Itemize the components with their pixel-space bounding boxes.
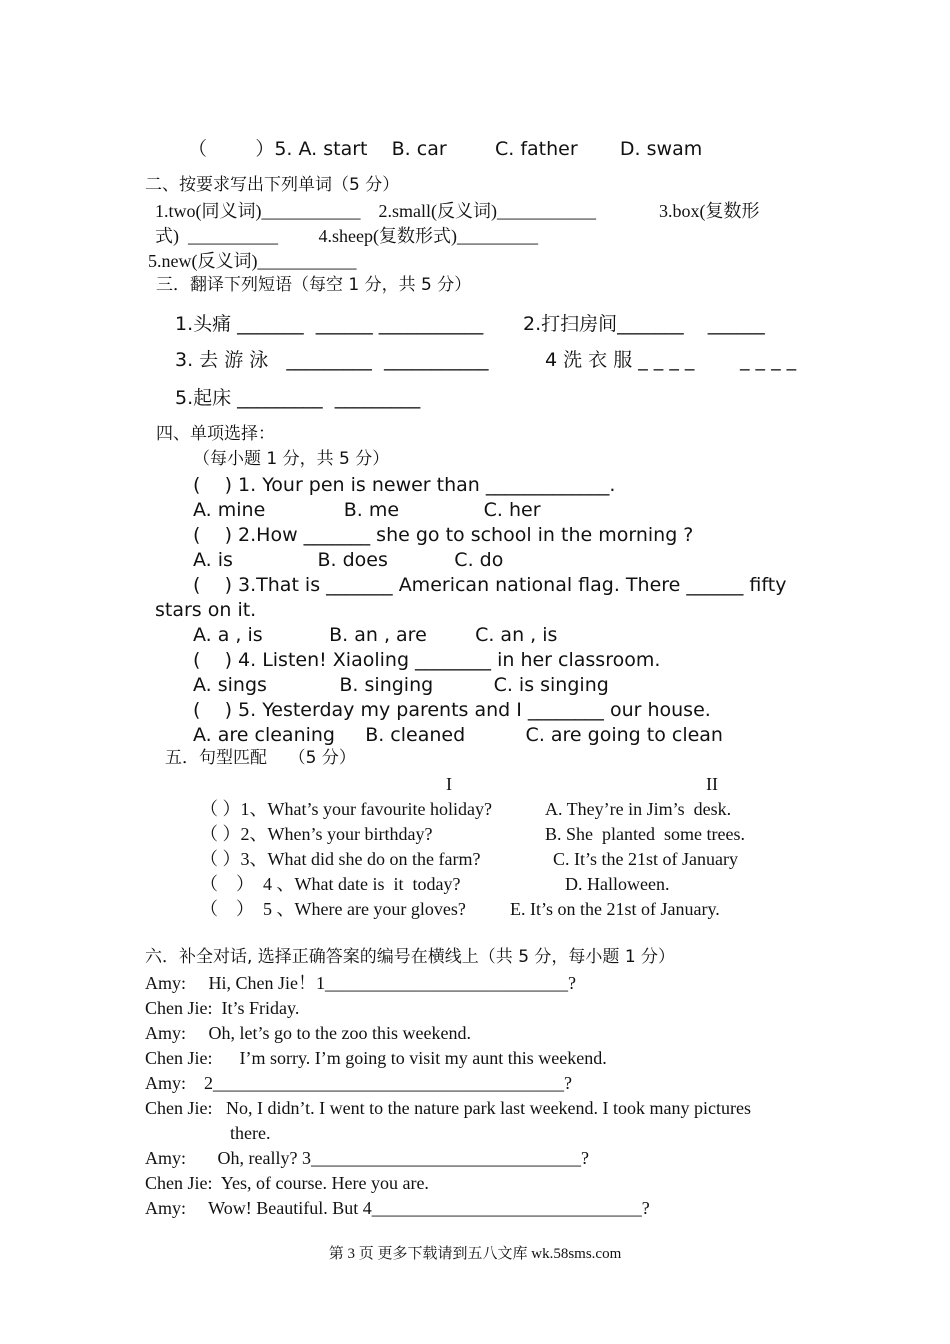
section-2-line-2: 式) __________ 4.sheep(复数形式)_________ (155, 226, 538, 246)
match-right-e: E. It’s on the 21st of January. (510, 899, 720, 919)
section-3-row-2a: 3. 去 游 泳 _________ ___________ (175, 349, 489, 371)
dialog-line-8: Amy: Oh, really? 3______________________________? (145, 1148, 589, 1168)
match-right-d: D. Halloween. (565, 874, 670, 894)
section-4-note: （每小题 1 分，共 5 分） (193, 449, 390, 469)
mc-options-5: A. are cleaning B. cleaned C. are going to clean (193, 724, 723, 746)
match-right-b: B. She planted some trees. (545, 824, 745, 844)
mc-question-3-cont: stars on it. (155, 599, 257, 621)
mc-question-5: ( ) 5. Yesterday my parents and I ________ our house. (193, 699, 711, 721)
match-left-2: （ ）2、When’s your birthday? (200, 824, 433, 844)
match-left-1: （ ）1、What’s your favourite holiday? (200, 799, 492, 819)
section-2-title: 二、按要求写出下列单词（5 分） (145, 175, 400, 195)
dialog-line-1: Amy: Hi, Chen Jie！1___________________________? (145, 973, 576, 993)
column-header-1: I (446, 774, 452, 794)
match-left-3: （ ）3、What did she do on the farm? (200, 849, 481, 869)
match-left-4: （ ） 4 、What date is it today? (200, 874, 461, 894)
mc-question-1: ( ) 1. Your pen is newer than _____________. (193, 474, 616, 496)
choice-item-5: （ ）5. A. start B. car C. father D. swam (188, 138, 703, 160)
mc-question-2: ( ) 2.How _______ she go to school in the morning ? (193, 524, 694, 546)
column-header-2: II (706, 774, 718, 794)
dialog-line-2: Chen Jie: It’s Friday. (145, 998, 300, 1018)
page-footer: 第 3 页 更多下载请到五八文库 wk.58sms.com (328, 1246, 622, 1262)
mc-question-4: ( ) 4. Listen! Xiaoling ________ in her classroom. (193, 649, 661, 671)
section-3-row-1b: 2.打扫房间_______ ______ (523, 313, 765, 335)
section-2-line-3: 5.new(反义词)___________ (148, 251, 357, 271)
section-3-row-2c: _ _ _ _ (740, 349, 797, 371)
dialog-line-6: Chen Jie: No, I didn’t. I went to the nature park last weekend. I took many pictures (145, 1098, 752, 1118)
mc-question-3: ( ) 3.That is _______ American national flag. There ______ fifty (193, 574, 787, 596)
dialog-line-9: Chen Jie: Yes, of course. Here you are. (145, 1173, 429, 1193)
section-3-title: 三．翻译下列短语（每空 1 分，共 5 分） (156, 275, 472, 295)
dialog-line-10: Amy: Wow! Beautiful. But 4______________________________? (145, 1198, 650, 1218)
section-6-title: 六．补全对话, 选择正确答案的编号在横线上（共 5 分，每小题 1 分） (145, 947, 676, 967)
mc-options-1: A. mine B. me C. her (193, 499, 541, 521)
dialog-line-4: Chen Jie: I’m sorry. I’m going to visit my aunt this weekend. (145, 1048, 607, 1068)
dialog-line-5: Amy: 2_______________________________________? (145, 1073, 572, 1093)
mc-options-4: A. sings B. singing C. is singing (193, 674, 609, 696)
section-3-row-3: 5.起床 _________ _________ (175, 387, 421, 409)
match-right-a: A. They’re in Jim’s desk. (545, 799, 732, 819)
section-2-line-1: 1.two(同义词)___________ 2.small(反义词)___________ 3.box(复数形 (155, 201, 760, 221)
mc-options-2: A. is B. does C. do (193, 549, 504, 571)
section-3-row-1a: 1.头痛 _______ ______ ___________ (175, 313, 484, 335)
dialog-line-7: there. (230, 1123, 271, 1143)
dialog-line-3: Amy: Oh, let’s go to the zoo this weekend. (145, 1023, 471, 1043)
match-left-5: （ ） 5 、Where are your gloves? (200, 899, 466, 919)
mc-options-3: A. a , is B. an , are C. an , is (193, 624, 558, 646)
section-3-row-2b: 4 洗 衣 服 _ _ _ _ (545, 349, 695, 371)
match-right-c: C. It’s the 21st of January (553, 849, 738, 869)
section-4-title: 四、单项选择： (156, 424, 275, 444)
section-5-title: 五．句型匹配 （5 分） (165, 748, 356, 768)
